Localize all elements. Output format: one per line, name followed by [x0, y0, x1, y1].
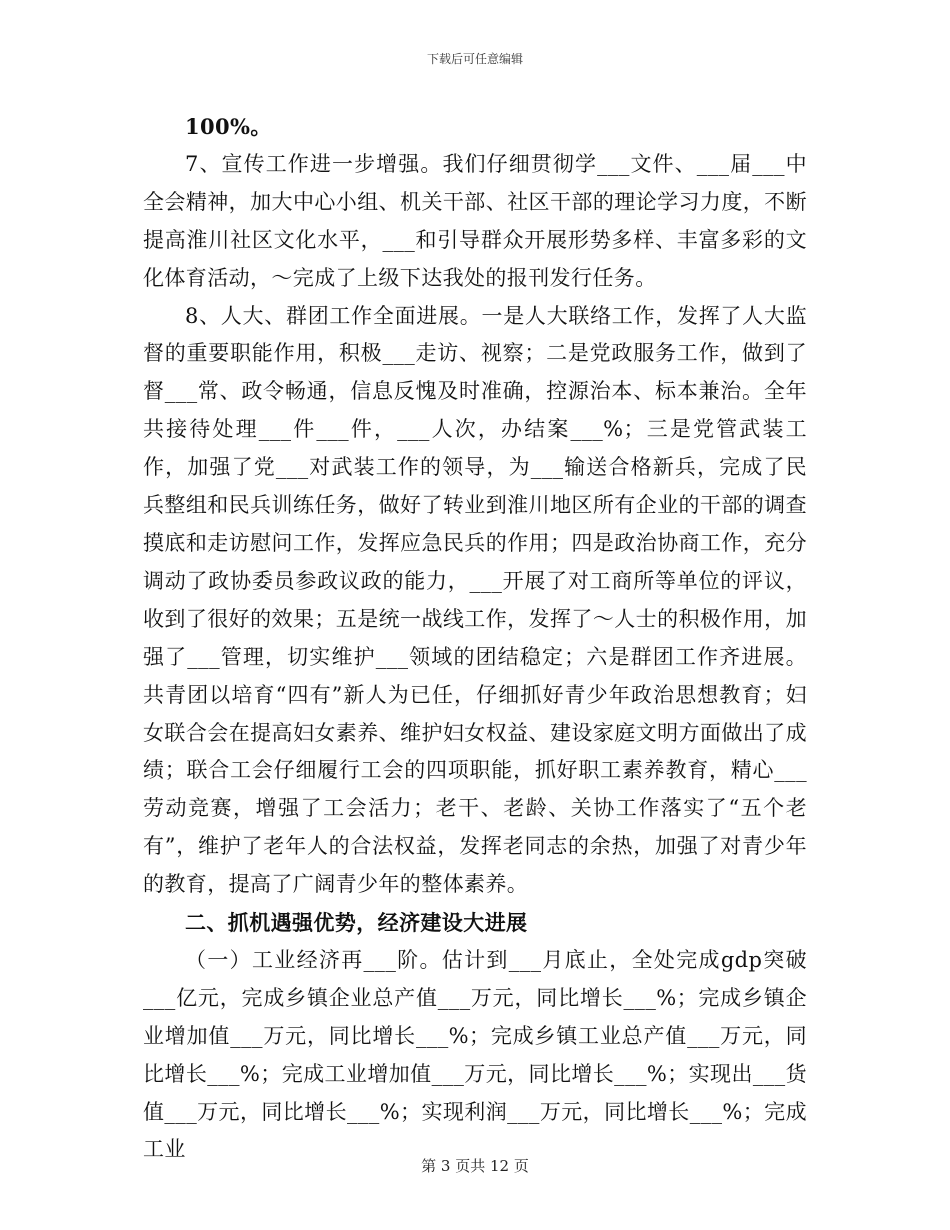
- section-heading-economy: 二、抓机遇强优势，经济建设大进展: [185, 910, 528, 936]
- paragraph-industrial-economy: （一）工业经济再___阶。估计到___月底止，全处完成gdp突破___亿元，完成乡镇企业总产值___万元，同比增长___%；完成乡镇企业增加值___万元，同比增长___%；完成乡镇工业总产值___万元，同比增长___%；完成工业增加值___万元，同比增长___%；实现出___货值___万元，同比增长___%；实现利润___万元，同比增长___%；完成工业: [143, 947, 807, 1162]
- document-body: [143, 108, 807, 1169]
- paragraph-npc-mass-organizations: 8、人大、群团工作全面进展。一是人大联络工作，发挥了人大监督的重要职能作用，积极___走访、视察；二是党政服务工作，做到了督___常、政令畅通，信息反愧及时准确，控源治本、标本兼治。全年共接待处理___件___件，___人次，办结案___%；三是党管武装工作，加强了党___对武装工作的领导，为___输送合格新兵，完成了民兵整组和民兵训练任务，做好了转业到淮川地区所有企业的干部的调查摸底和走访慰问工作，发挥应急民兵的作用；四是政治协商工作，充分调动了政协委员参政议政的能力，___开展了对工商所等单位的评议，收到了很好的效果；五是统一战线工作，发挥了～人士的积极作用，加强了___管理，切实维护___领域的团结稳定；六是群团工作齐进展。共青团以培育“四有”新人为已任，仔细抓好青少年政治思想教育；妇女联合会在提高妇女素养、维护妇女权益、建设家庭文明方面做出了成绩；联合工会仔细履行工会的四项职能，抓好职工素养教育，精心___劳动竞赛，增强了工会活力；老干、老龄、关协工作落实了“五个老有”，维护了老年人的合法权益，发挥老同志的余热，加强了对青少年的教育，提高了广阔青少年的整体素养。: [143, 303, 807, 897]
- paragraph-publicity-work: 7、宣传工作进一步增强。我们仔细贯彻学___文件、___届___中全会精神，加大中心小组、机关干部、社区干部的理论学习力度，不断提高淮川社区文化水平，___和引导群众开展形势多样、丰富多彩的文化体育活动，～完成了上级下达我处的报刊发行任务。: [143, 151, 807, 290]
- page-footer: 第 3 页共 12 页: [421, 1157, 529, 1175]
- paragraph-percent-line: 100%。: [185, 114, 272, 139]
- page-header: 下载后可任意编辑: [426, 52, 523, 66]
